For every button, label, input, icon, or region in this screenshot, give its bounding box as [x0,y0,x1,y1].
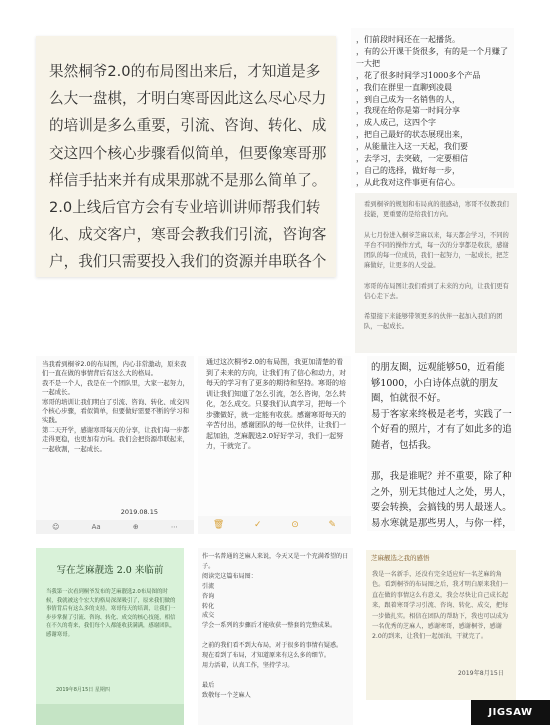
hand-line: 现在看到了布局，才知道原来有这么多的细节。 [202,652,330,660]
note-center-text: 通过这次桐爷2.0的布局图，我更加清楚的看到了未来的方向，让我们有了信心和动力，对每天的学习有了更多的期待和坚持。寒哥的培训让我们知道了怎么引流，怎么咨询，怎么转化，怎么成交。只要我们认真学习，把每一个步骤做好，就一定能有收获。感谢寒哥每天的辛苦付出，感谢团队的每一位伙伴，让我们一起加油，芝麻靓选2.0好好学习，我们一起努力，干就完了。 [206,358,346,450]
note-center-hand-lines [202,552,350,701]
note-green-title: 写在芝麻靓选 2.0 来临前 [56,565,164,576]
hand-line [202,631,350,641]
note-green-date: 2019年8月15日 星期四 [56,687,110,693]
note-main-text: 果然桐爷2.0的布局图出来后，才知道是多么大一盘棋，才明白寒哥因此这么尽心尽力的培训是多么重要，引流、咨询、转化、成交这四个核心步骤看似简单，但要像寒哥那样信手拈来并有成果那就不是那么简单了。2.0上线后官方会有专业培训讲师帮我们转化、成交客户，寒哥会教我们引流，咨询客户，我们只需要投入我们的资源并串联各个 [49,63,327,271]
hand-line: 作一名普通的芝麻人来说，今天又是一个充满希望的日子。 [202,553,349,570]
note-card-right-middle [355,193,517,353]
trash-icon[interactable]: 🗑 [212,520,225,530]
emoji-icon[interactable]: ☺ [52,523,60,531]
note-mid-left-toolbar [36,520,194,534]
camera-icon[interactable]: ⊙ [291,520,299,530]
hand-line [202,671,350,681]
note-green-blurred-footer [36,704,184,725]
note-card-top-right [351,28,514,188]
hand-line: 最后 [202,681,215,689]
checklist-icon[interactable]: ✓ [254,520,262,530]
hand-line: 学会一系列的步骤后才能收获一整套的完整成果。 [202,622,337,630]
note-green-text: 当我第一次看到桐爷发布的芝麻靓选2.0布局图的时候，我就被这个宏大的格局深深吸引了，原来我们做的事情背后有这么多的支持。寒哥每天的培训，让我们一步步掌握了引流、咨询、转化、成交的核心技能，相信在不久的将来，我们每个人都能收获满满，感谢团队，感谢寒哥。 [46,589,176,638]
hand-line: 用力活着，认真工作，坚持学习。 [202,661,294,669]
note-bottom-right-title: 芝麻靓选之我的感悟 [371,554,430,562]
jigsaw-watermark: JIGSAW [471,700,550,725]
note-right-hand-text: 的朋友圈，远观能够50，近看能够1000，小白诗体点就的朋友圈，怕就很不好。 易于客家来终极是老考，实践了一个好看的照片，才有了如此多的追随者，包括我。 那，我是谁呢？并不重要，除了种之外，别无其他过人之处，男人，要会转换，会搞钱的男人最迷人。易水寒就是那些男人，与你一样， [371,362,512,529]
note-top-right-text: ，们前段时间还在一起播货。 ，有的公开课干货很多，有的是一个月赚了一大把 ，花了很多时间学习1000多个产品 ，我们在群里一直聊到凌晨 ，到自己成为一名销售的人， ，我现在给你是第一时间分享 ，成人成己，这四个字 ，把自己最好的状态展现出来， ，从能量注入这一天起，我们要 ，去学习，去突破，一定要相信 ，自己的选择，做好每一步， ，从此我对这件事更有信心。 [356,35,508,187]
hand-line: 致敬每一个芝麻人 [202,691,251,699]
note-mid-left-text: 当我看到桐爷2.0的布局图，内心非常激动，原来我们一直在做的事情背后有这么大的格局。 我不是一个人，我是在一个团队里，大家一起努力，一起成长。 寒哥的培训让我们明白了引流、咨询、转化、成交四个核心步骤，看似简单，但要做好需要不断的学习和实践。 第二天开学，感谢寒哥每天的分享，让我们每一步都走得更稳，也更加有方向。我们会把资源串联起来，一起收割，一起成长。 [42,360,189,453]
hand-line: 之前的我们看不到大布局，对于很多的事情有疑惑。 [202,642,343,650]
hand-line: 成交 [202,612,215,620]
note-card-center-handwritten [198,548,353,725]
font-icon[interactable]: Aa [91,523,101,531]
note-card-main [36,36,336,277]
note-right-mid-text: 看到桐爷的规划和布局真的很感动，寒哥不仅教我们技能，更重要的是给我们方向。 从七月份进入桐爷芝麻以来，每天都会学习，不同的平台不同的操作方式，每一次的分享都是收获，感谢团队的每一位成员，我们一起努力，一起成长，把芝麻做好，让更多的人受益。 寒哥的布局图让我们看到了未来的方向，让我们更有信心走下去。 希望接下来能够带领更多的伙伴一起加入我们的团队，一起成长。 [364,201,509,331]
more-icon[interactable]: ⋯ [170,523,178,531]
hand-line: 阅读完这篇布局图： [202,572,257,580]
add-icon[interactable]: ⊕ [132,523,139,531]
note-card-green [36,548,184,725]
note-card-right-handwritten [367,356,515,531]
compose-icon[interactable]: ✎ [328,520,337,530]
note-card-middle-left [36,356,194,534]
note-bottom-right-date: 2019年8月15日 [457,670,504,677]
note-mid-left-date: 2019.08.15 [120,508,158,516]
hand-line: 转化 [202,602,215,610]
note-center-toolbar [198,516,351,534]
hand-line: 咨询 [202,592,215,600]
hand-line: 引流 [202,582,215,590]
note-bottom-right-text: 我是一名新手，还没有完全适应好一名芝麻的角色。看到桐爷的布局图之后，我才明白原来我们一直在做的事情这么有意义，我会尽快让自己成长起来，跟着寒哥学习引流、咨询、转化、成交，把每一步做扎实。相信在团队的帮助下，我也可以成为一名优秀的芝麻人，感谢寒哥，感谢桐爷，感谢2.0的到来，让我们一起加油，干就完了。 [372,571,509,641]
note-card-center [198,356,351,534]
note-card-bottom-right [366,550,516,700]
